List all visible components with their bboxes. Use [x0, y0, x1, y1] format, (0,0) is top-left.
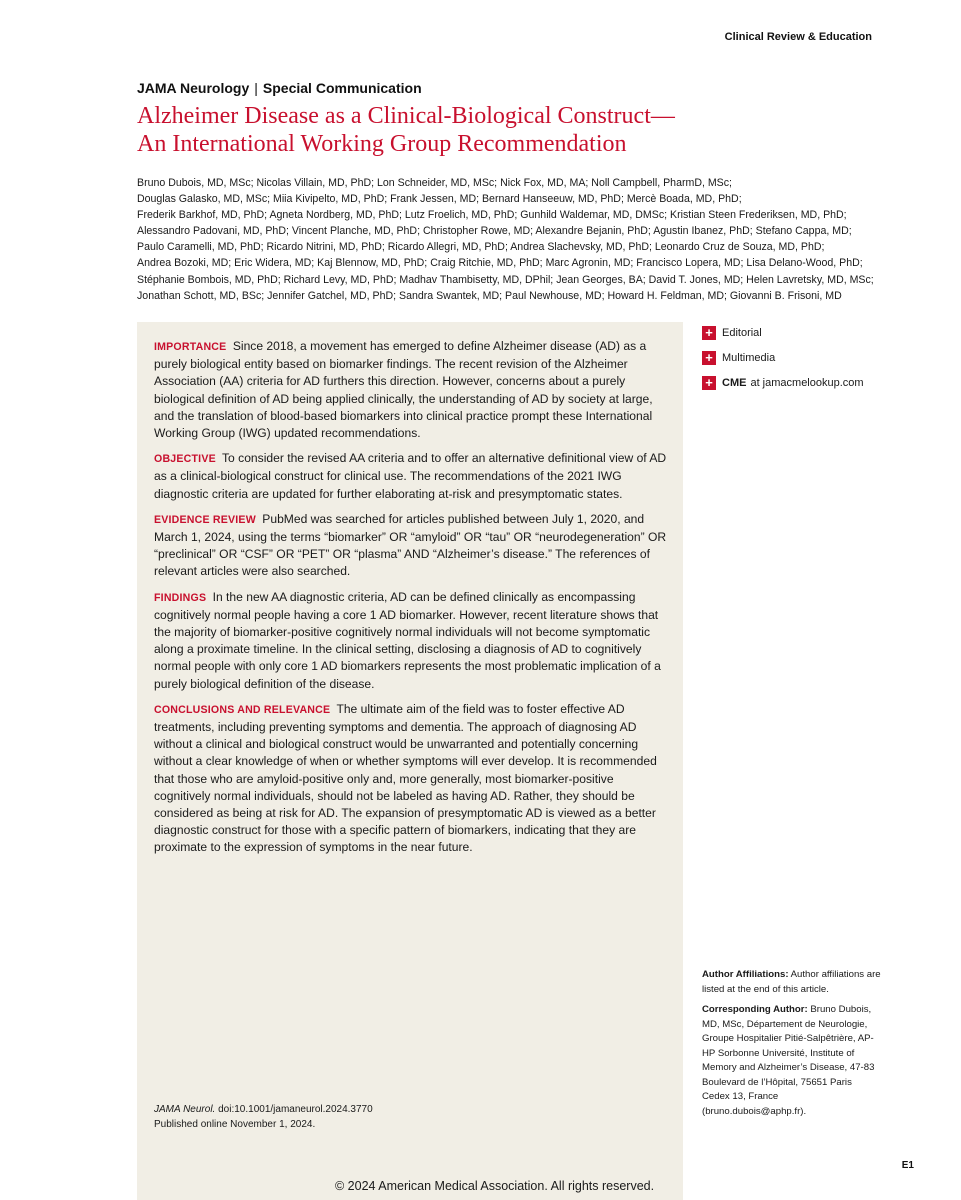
- abstract-conclusions: [154, 701, 669, 857]
- title-line-1: Alzheimer Disease as a Clinical-Biological Construct—: [137, 103, 675, 129]
- author-info: [702, 968, 882, 1125]
- conclusions-text: The ultimate aim of the field was to foster effective AD treatments, including preventing symptoms and dementia. The approach of diagnosing AD without a clinical and biological construct would be unwarranted and potentially concerning without a clear knowledge of when or whether symptoms will ever develop. It is recommended that those who are amyloid-positive only and, more generally, most biomarker-positive cognitively normal individuals, should not be labeled as having AD. Rather, they should be considered as being at risk for AD. The expansion of presymptomatic AD is viewed as a better diagnostic construct for those with a specific pattern of biomarkers, indicating that they are proximate to the expression of symptoms in the near future.: [154, 701, 657, 855]
- corresponding-text: Bruno Dubois, MD, MSc, Département de Neurologie, Groupe Hospitalier Pitié-Salpêtrière, AP-HP Sorbonne Université, Institute of Memory and Alzheimer’s Disease, 47-83 Boulevard de l’Hôpital, 75651 Paris Cedex 13, France (bruno.dubois@aphp.fr).: [702, 1004, 875, 1117]
- journal-separator: |: [254, 80, 258, 96]
- author-line: Paulo Caramelli, MD, PhD; Ricardo Nitrini, MD, PhD; Ricardo Allegri, MD, PhD; Andrea Slachevsky, MD, PhD; Leonardo Cruz de Souza, MD, PhD;: [137, 241, 825, 254]
- importance-text: Since 2018, a movement has emerged to define Alzheimer disease (AD) as a purely biological entity based on biomarker findings. The recent revision of the Alzheimer Association (AA) criteria for AD furthers this direction. However, concerns about a purely biological definition of AD being applied clinically, the understanding of AD by society at large, and the translation of blood-based biomarkers into clinical practice prompt these International Working Group (IWG) updated recommendations.: [154, 339, 653, 441]
- findings-text: In the new AA diagnostic criteria, AD can be defined clinically as encompassing cognitively normal people having a core 1 AD biomarker. However, recent literature shows that the majority of biomarker-positive cognitively normal individuals will not become symptomatic along a proximate timeline. In the clinical setting, disclosing a diagnosis of AD to cognitively normal people with only core 1 AD biomarkers represents the most problematic implication of a purely biological definition of the disease.: [154, 589, 661, 691]
- article-type: Special Communication: [262, 80, 422, 96]
- multimedia-label[interactable]: Multimedia: [722, 351, 776, 364]
- author-line: Bruno Dubois, MD, MSc; Nicolas Villain, MD, PhD; Lon Schneider, MD, MSc; Nick Fox, MD, MA; Noll Campbell, PharmD, MSc;: [137, 177, 732, 189]
- plus-icon: +: [702, 326, 716, 340]
- affiliations-text: Author affiliations are listed at the end of this article.: [702, 969, 881, 995]
- abstract-importance: [154, 338, 669, 442]
- author-affiliations: [702, 968, 882, 997]
- abstract-objective: [154, 450, 669, 503]
- author-line: Jonathan Schott, MD, BSc; Jennifer Gatchel, MD, PhD; Sandra Swantek, MD; Paul Newhouse, MD; Howard H. Feldman, MD; Giovanni B. Frisoni, MD: [137, 289, 842, 302]
- affiliations-heading: Author Affiliations:: [702, 969, 789, 980]
- objective-heading: OBJECTIVE: [154, 453, 216, 466]
- author-line: Alessandro Padovani, MD, PhD; Vincent Planche, MD, PhD; Christopher Rowe, MD; Alexandre Bejanin, PhD; Agustin Ibanez, PhD; Stefano Cappa, MD;: [137, 225, 852, 238]
- article-title: [137, 102, 837, 158]
- author-line: Frederik Barkhof, MD, PhD; Agneta Nordberg, MD, PhD; Lutz Froelich, MD, PhD; Gunhild Waldemar, MD, DMSc; Kristian Steen Frederiksen, MD, PhD;: [137, 209, 847, 222]
- author-line: Stéphanie Bombois, MD, PhD; Richard Levy, MD, PhD; Madhav Thambisetty, MD, DPhil; Jean Georges, BA; David T. Jones, MD; Helen Lavretsky, MD, MSc;: [137, 273, 874, 286]
- author-line: Andrea Bozoki, MD; Eric Widera, MD; Kaj Blennow, MD, PhD; Craig Ritchie, MD, PhD; Marc Agronin, MD; Francisco Lopera, MD; Lisa Delano-Wood, PhD;: [137, 257, 863, 270]
- related-links: [702, 320, 902, 395]
- journal-abbrev: JAMA Neurol.: [154, 1104, 216, 1115]
- objective-text: To consider the revised AA criteria and to offer an alternative definitional view of AD as a clinical-biological construct for clinical use. The recommendations of the 2021 IWG diagnostic criteria are updated for further elaborating at-risk and presymptomatic states.: [154, 451, 667, 501]
- author-line: Douglas Galasko, MD, MSc; Miia Kivipelto, MD, PhD; Frank Jessen, MD; Bernard Hanseeuw, MD, PhD; Mercè Boada, MD, PhD;: [137, 193, 742, 206]
- journal-name: JAMA Neurology: [137, 80, 250, 96]
- doi-link[interactable]: doi:10.1001/jamaneurol.2024.3770: [218, 1104, 373, 1115]
- copyright: © 2024 American Medical Association. All rights reserved.: [335, 1179, 655, 1193]
- author-list: [137, 175, 897, 304]
- corresponding-heading: Corresponding Author:: [702, 1004, 808, 1015]
- cme-extra[interactable]: at jamacmelookup.com: [750, 376, 864, 389]
- cme-link[interactable]: [702, 370, 902, 395]
- editorial-label[interactable]: Editorial: [722, 326, 762, 339]
- published-date: Published online November 1, 2024.: [154, 1119, 316, 1130]
- plus-icon: +: [702, 376, 716, 390]
- abstract: [154, 338, 669, 865]
- abstract-findings: [154, 589, 669, 693]
- citation: [154, 1102, 373, 1132]
- multimedia-link[interactable]: [702, 345, 902, 370]
- cme-label[interactable]: CME: [722, 376, 747, 389]
- evidence-review-heading: EVIDENCE REVIEW: [154, 513, 256, 526]
- plus-icon: +: [702, 351, 716, 365]
- abstract-evidence-review: [154, 511, 669, 581]
- editorial-link[interactable]: [702, 320, 902, 345]
- page-number: E1: [901, 1160, 914, 1171]
- section-label: Clinical Review & Education: [724, 31, 872, 43]
- evidence-review-text: PubMed was searched for articles published between July 1, 2020, and March 1, 2024, using the terms “biomarker” OR “amyloid” OR “tau” OR “neurodegeneration” OR “preclinical” OR “CSF” OR “PET” OR “plasma” AND “Alzheimer’s disease.” The references of relevant articles were also searched.: [154, 511, 667, 579]
- findings-heading: FINDINGS: [154, 591, 207, 604]
- title-line-2: An International Working Group Recommendation: [137, 131, 627, 157]
- conclusions-heading: CONCLUSIONS AND RELEVANCE: [154, 703, 331, 716]
- corresponding-author: [702, 1003, 882, 1119]
- importance-heading: IMPORTANCE: [154, 341, 227, 353]
- journal-line: [137, 80, 422, 96]
